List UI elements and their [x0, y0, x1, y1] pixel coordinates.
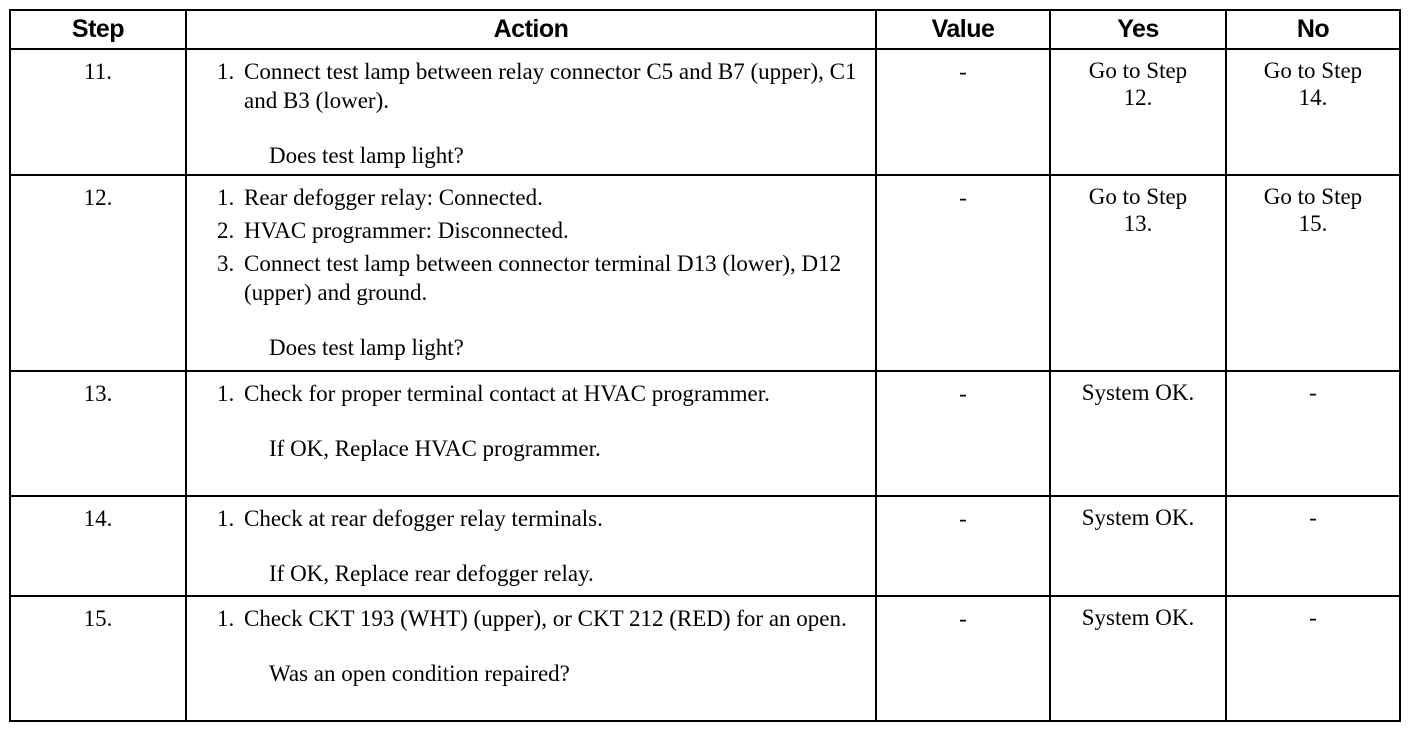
action-item: [217, 504, 865, 533]
action-item: [217, 216, 865, 245]
table-row: [10, 371, 1400, 496]
action-question: Does test lamp light?: [269, 335, 464, 360]
step-cell: 14.: [10, 496, 186, 596]
action-item-text: Check at rear defogger relay terminals.: [244, 506, 603, 531]
action-item-text: Connect test lamp between connector terminal D13 (lower), D12 (upper) and ground.: [244, 251, 842, 305]
action-item-text: Connect test lamp between relay connector C5 and B7 (upper), C1 and B3 (lower).: [244, 59, 857, 113]
action-item-text: HVAC programmer: Disconnected.: [244, 218, 569, 243]
action-cell: [186, 596, 876, 721]
no-result: -: [1309, 505, 1317, 530]
table-row: [10, 175, 1400, 371]
yes-result: System OK.: [1081, 380, 1195, 405]
value-cell: -: [876, 175, 1050, 371]
header-value: Value: [876, 10, 1050, 49]
action-item: [217, 57, 865, 115]
no-cell: [1226, 49, 1400, 175]
action-item-text: Check CKT 193 (WHT) (upper), or CKT 212 (RED) for an open.: [244, 606, 847, 631]
action-item-number: 2.: [217, 218, 235, 243]
header-yes: Yes: [1050, 10, 1226, 49]
value-cell: -: [876, 371, 1050, 496]
header-no: No: [1226, 10, 1400, 49]
table-row: [10, 49, 1400, 175]
action-item: [217, 183, 865, 212]
action-cell: [186, 175, 876, 371]
action-cell: [186, 496, 876, 596]
header-action: Action: [186, 10, 876, 49]
action-item-number: 1.: [217, 381, 235, 406]
yes-cell: [1050, 596, 1226, 721]
no-cell: [1226, 371, 1400, 496]
value-cell: -: [876, 496, 1050, 596]
step-cell: 11.: [10, 49, 186, 175]
value-cell: -: [876, 596, 1050, 721]
step-cell: 15.: [10, 596, 186, 721]
yes-cell: [1050, 175, 1226, 371]
yes-result: Go to Step 13.: [1088, 184, 1188, 236]
yes-result: System OK.: [1081, 505, 1195, 530]
action-item-text: Rear defogger relay: Connected.: [244, 185, 543, 210]
action-question: If OK, Replace HVAC programmer.: [269, 436, 601, 461]
no-result: -: [1309, 605, 1317, 630]
action-item: [217, 604, 865, 633]
yes-result: System OK.: [1081, 605, 1195, 630]
action-item: [217, 249, 865, 307]
action-question: Was an open condition repaired?: [269, 661, 570, 686]
action-question: If OK, Replace rear defogger relay.: [269, 561, 594, 586]
yes-cell: [1050, 49, 1226, 175]
action-cell: [186, 49, 876, 175]
no-result: Go to Step 14.: [1263, 58, 1363, 110]
action-item-number: 1.: [217, 59, 235, 84]
no-result: -: [1309, 380, 1317, 405]
table-row: [10, 496, 1400, 596]
header-row: [10, 10, 1400, 49]
yes-result: Go to Step 12.: [1088, 58, 1188, 110]
no-cell: [1226, 596, 1400, 721]
yes-cell: [1050, 371, 1226, 496]
step-cell: 13.: [10, 371, 186, 496]
action-item-number: 1.: [217, 606, 235, 631]
action-item: [217, 379, 865, 408]
no-result: Go to Step 15.: [1263, 184, 1363, 236]
value-cell: -: [876, 49, 1050, 175]
action-item-number: 3.: [217, 251, 235, 276]
action-cell: [186, 371, 876, 496]
table-row: [10, 596, 1400, 721]
header-step: Step: [10, 10, 186, 49]
action-question: Does test lamp light?: [269, 143, 464, 168]
step-cell: 12.: [10, 175, 186, 371]
yes-cell: [1050, 496, 1226, 596]
no-cell: [1226, 175, 1400, 371]
action-item-number: 1.: [217, 506, 235, 531]
no-cell: [1226, 496, 1400, 596]
action-item-text: Check for proper terminal contact at HVAC programmer.: [244, 381, 770, 406]
diagnostic-table: [9, 9, 1401, 722]
action-item-number: 1.: [217, 185, 235, 210]
